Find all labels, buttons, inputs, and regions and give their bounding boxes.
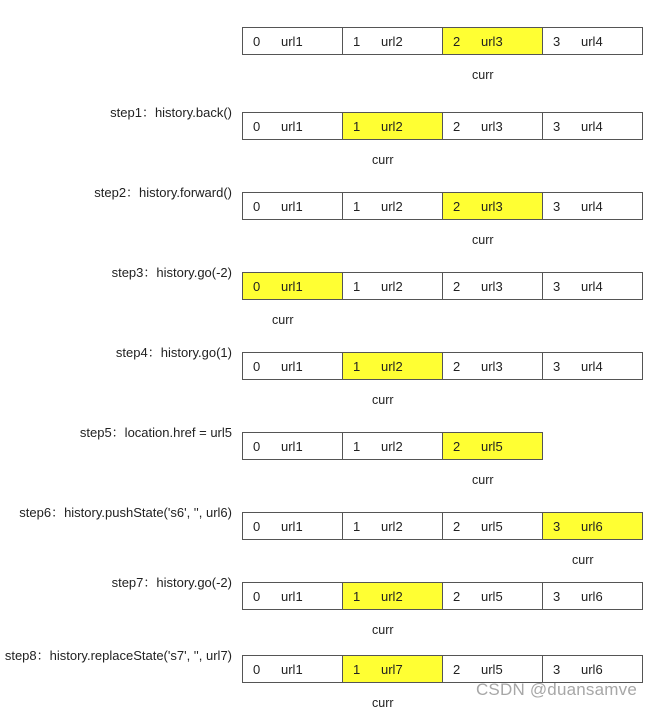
entry-index: 1 xyxy=(353,359,361,374)
history-entry xyxy=(542,272,643,300)
entry-url: url4 xyxy=(581,199,603,214)
entry-index: 2 xyxy=(453,439,461,454)
entry-url: url6 xyxy=(581,662,603,677)
history-entry xyxy=(242,27,343,55)
entry-url: url6 xyxy=(581,589,603,604)
history-stack-row xyxy=(242,432,543,460)
entry-url: url5 xyxy=(481,519,503,534)
entry-index: 1 xyxy=(353,662,361,677)
entry-index: 0 xyxy=(253,519,261,534)
entry-index: 2 xyxy=(453,279,461,294)
history-entry-current xyxy=(342,655,443,683)
entry-url: url5 xyxy=(481,439,503,454)
entry-url: url7 xyxy=(381,662,403,677)
entry-index: 1 xyxy=(353,119,361,134)
entry-index: 3 xyxy=(553,359,561,374)
entry-url: url4 xyxy=(581,34,603,49)
history-entry xyxy=(342,192,443,220)
entry-url: url5 xyxy=(481,662,503,677)
history-entry xyxy=(542,112,643,140)
history-entry-current xyxy=(442,27,543,55)
history-entry xyxy=(342,272,443,300)
curr-pointer-label: curr xyxy=(572,553,594,567)
history-entry xyxy=(542,655,643,683)
entry-index: 3 xyxy=(553,662,561,677)
history-entry-current xyxy=(442,432,543,460)
history-entry xyxy=(542,192,643,220)
entry-index: 0 xyxy=(253,279,261,294)
history-entry-current xyxy=(242,272,343,300)
entry-index: 0 xyxy=(253,662,261,677)
entry-url: url1 xyxy=(281,589,303,604)
history-entry xyxy=(542,27,643,55)
history-entry-current xyxy=(342,582,443,610)
entry-index: 3 xyxy=(553,589,561,604)
history-entry xyxy=(242,192,343,220)
entry-index: 2 xyxy=(453,589,461,604)
entry-index: 3 xyxy=(553,199,561,214)
entry-index: 1 xyxy=(353,34,361,49)
entry-index: 0 xyxy=(253,34,261,49)
entry-index: 2 xyxy=(453,34,461,49)
entry-index: 1 xyxy=(353,199,361,214)
history-entry xyxy=(242,432,343,460)
entry-index: 0 xyxy=(253,589,261,604)
entry-index: 0 xyxy=(253,439,261,454)
entry-url: url2 xyxy=(381,519,403,534)
history-stack-row xyxy=(242,512,643,540)
entry-url: url1 xyxy=(281,359,303,374)
entry-index: 1 xyxy=(353,439,361,454)
history-stack-row xyxy=(242,655,643,683)
step-label: step1：history.back() xyxy=(110,105,232,120)
history-entry xyxy=(442,582,543,610)
curr-pointer-label: curr xyxy=(372,393,394,407)
entry-url: url4 xyxy=(581,279,603,294)
entry-index: 3 xyxy=(553,279,561,294)
history-entry xyxy=(242,112,343,140)
entry-index: 3 xyxy=(553,519,561,534)
history-entry xyxy=(442,512,543,540)
entry-url: url4 xyxy=(581,359,603,374)
entry-index: 0 xyxy=(253,119,261,134)
history-entry xyxy=(342,512,443,540)
watermark: CSDN @duansamve xyxy=(475,680,637,699)
history-entry xyxy=(242,512,343,540)
step-label: step8：history.replaceState('s7', '', url7) xyxy=(4,648,232,663)
step-label: step4：history.go(1) xyxy=(115,345,232,360)
curr-pointer-label: curr xyxy=(272,313,294,327)
history-entry xyxy=(442,272,543,300)
history-entry xyxy=(542,352,643,380)
history-entry xyxy=(242,655,343,683)
history-entry xyxy=(442,352,543,380)
history-entry xyxy=(342,432,443,460)
history-entry xyxy=(242,352,343,380)
entry-index: 2 xyxy=(453,119,461,134)
entry-index: 1 xyxy=(353,589,361,604)
curr-pointer-label: curr xyxy=(472,233,494,247)
step-label: step5：location.href = url5 xyxy=(79,425,232,440)
history-stack-row xyxy=(242,272,643,300)
entry-index: 1 xyxy=(353,519,361,534)
entry-index: 0 xyxy=(253,359,261,374)
entry-url: url1 xyxy=(281,34,303,49)
history-entry-current xyxy=(342,112,443,140)
history-entry xyxy=(542,582,643,610)
history-stack-row xyxy=(242,192,643,220)
curr-pointer-label: curr xyxy=(472,473,494,487)
entry-url: url6 xyxy=(581,519,603,534)
entry-index: 3 xyxy=(553,119,561,134)
step-label: step2：history.forward() xyxy=(94,185,232,200)
history-stack-row xyxy=(242,27,643,55)
entry-index: 3 xyxy=(553,34,561,49)
history-stack-row xyxy=(242,112,643,140)
entry-index: 2 xyxy=(453,359,461,374)
history-entry xyxy=(442,112,543,140)
curr-pointer-label: curr xyxy=(372,696,394,710)
entry-index: 2 xyxy=(453,519,461,534)
entry-url: url2 xyxy=(381,199,403,214)
entry-url: url4 xyxy=(581,119,603,134)
entry-url: url2 xyxy=(381,589,403,604)
history-entry-current xyxy=(442,192,543,220)
curr-pointer-label: curr xyxy=(472,68,494,82)
entry-url: url2 xyxy=(381,279,403,294)
history-entry xyxy=(442,655,543,683)
history-entry-current xyxy=(542,512,643,540)
entry-url: url1 xyxy=(281,662,303,677)
entry-index: 0 xyxy=(253,199,261,214)
history-entry xyxy=(242,582,343,610)
entry-url: url3 xyxy=(481,119,503,134)
entry-url: url1 xyxy=(281,279,303,294)
entry-url: url5 xyxy=(481,589,503,604)
entry-url: url3 xyxy=(481,279,503,294)
history-entry-current xyxy=(342,352,443,380)
history-stack-row xyxy=(242,582,643,610)
entry-url: url1 xyxy=(281,199,303,214)
curr-pointer-label: curr xyxy=(372,623,394,637)
entry-index: 2 xyxy=(453,662,461,677)
entry-url: url2 xyxy=(381,119,403,134)
entry-index: 1 xyxy=(353,279,361,294)
history-stack-row xyxy=(242,352,643,380)
entry-url: url2 xyxy=(381,34,403,49)
entry-url: url1 xyxy=(281,119,303,134)
entry-index: 2 xyxy=(453,199,461,214)
step-label: step6：history.pushState('s6', '', url6) xyxy=(19,505,232,520)
entry-url: url1 xyxy=(281,439,303,454)
entry-url: url3 xyxy=(481,359,503,374)
entry-url: url3 xyxy=(481,34,503,49)
entry-url: url2 xyxy=(381,439,403,454)
step-label: step7：history.go(-2) xyxy=(111,575,232,590)
entry-url: url2 xyxy=(381,359,403,374)
history-entry xyxy=(342,27,443,55)
entry-url: url1 xyxy=(281,519,303,534)
entry-url: url3 xyxy=(481,199,503,214)
curr-pointer-label: curr xyxy=(372,153,394,167)
step-label: step3：history.go(-2) xyxy=(111,265,232,280)
